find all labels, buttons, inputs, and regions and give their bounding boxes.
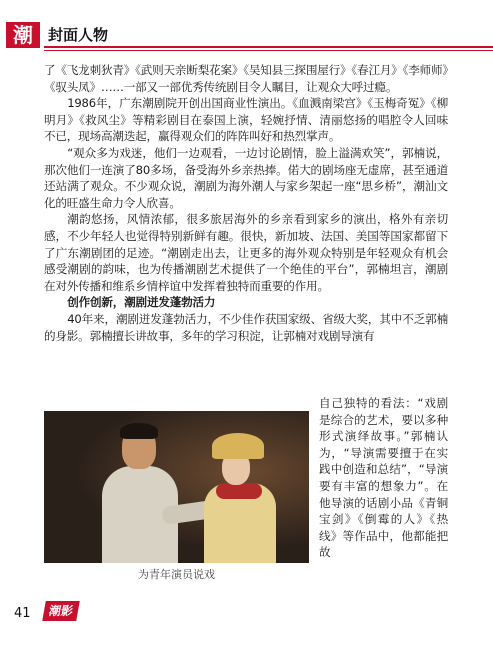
page-number: 41 [14, 606, 31, 621]
footer-logo: 潮影 [42, 601, 80, 621]
section-title: 封面人物 [48, 26, 109, 44]
wrapped-text-column: 自己独特的看法：“戏剧是综合的艺术，要以多种形式演绎故事。”郭楠认为，“导演需要擅于在实践中创造和总结”，“导演要有丰富的想象力”。在他导演的话剧小品《青铜宝剑》《倒霉的人》《热线》等作品中，他都能把故 [319, 396, 448, 560]
paragraph-4: 潮韵悠扬，风情浓郁，很多旅居海外的乡亲看到家乡的演出，格外有亲切感，不少年轻人也觉得特别新鲜有趣。很快，新加坡、法国、美国等国家都留下了广东潮剧团的足迹。“潮剧走出去，让更多的海外观众特别是年轻观众有机会感受潮剧的韵味，也为传播潮剧艺术提供了一个绝佳的平台”，郭楠坦言，潮剧在对外传播和维系乡情梓谊中发挥着独特而重要的作用。 [44, 212, 448, 293]
paragraph-5: 40年来，潮剧迸发蓬勃活力，不少佳作获国家级、省级大奖，其中不乏郭楠的身影。郭楠擅长讲故事，多年的学习积淀，让郭楠对戏剧导演有 [44, 311, 448, 343]
paragraph-1: 了《飞龙刺狄青》《武则天亲断梨花案》《吴知县三探围屋行》《春江月》《李师师》《驭头凤》……一部又一部优秀传统剧目令人瞩目，让观众大呼过瘾。 [44, 63, 448, 94]
article-body [44, 62, 448, 344]
magazine-logo: 潮 [6, 22, 40, 48]
photo-man-hair [120, 423, 158, 439]
photo-actress-collar [216, 483, 262, 499]
rehearsal-photo [44, 411, 309, 563]
header-divider [44, 46, 493, 48]
page-header [0, 0, 493, 52]
subheading: 创作创新，潮剧迸发蓬勃活力 [67, 295, 216, 310]
header-divider-thin [44, 50, 493, 51]
photo-caption: 为青年演员说戏 [138, 568, 215, 581]
photo-actress-headdress [212, 433, 264, 459]
paragraph-3: “观众多为戏迷，他们一边观看，一边讨论剧情，脸上溢满欢笑”，郭楠说，那次他们一连演了80多场，备受海外乡亲热捧。偌大的剧场座无虚席，甚至通道还站满了观众。不少观众说，潮剧为海外潮人与家乡架起一座“思乡桥”，潮汕文化的旺盛生命力令人欣喜。 [44, 145, 448, 210]
paragraph-2: 1986年，广东潮剧院开创出国商业性演出。《血溅南梁宫》《玉梅奇冤》《柳明月》《救风尘》等精彩剧目在泰国上演，轻婉抒情、清丽悠扬的唱腔令人回味不已，现场高潮迭起，赢得观众们的阵阵叫好和热烈掌声。 [44, 96, 448, 144]
